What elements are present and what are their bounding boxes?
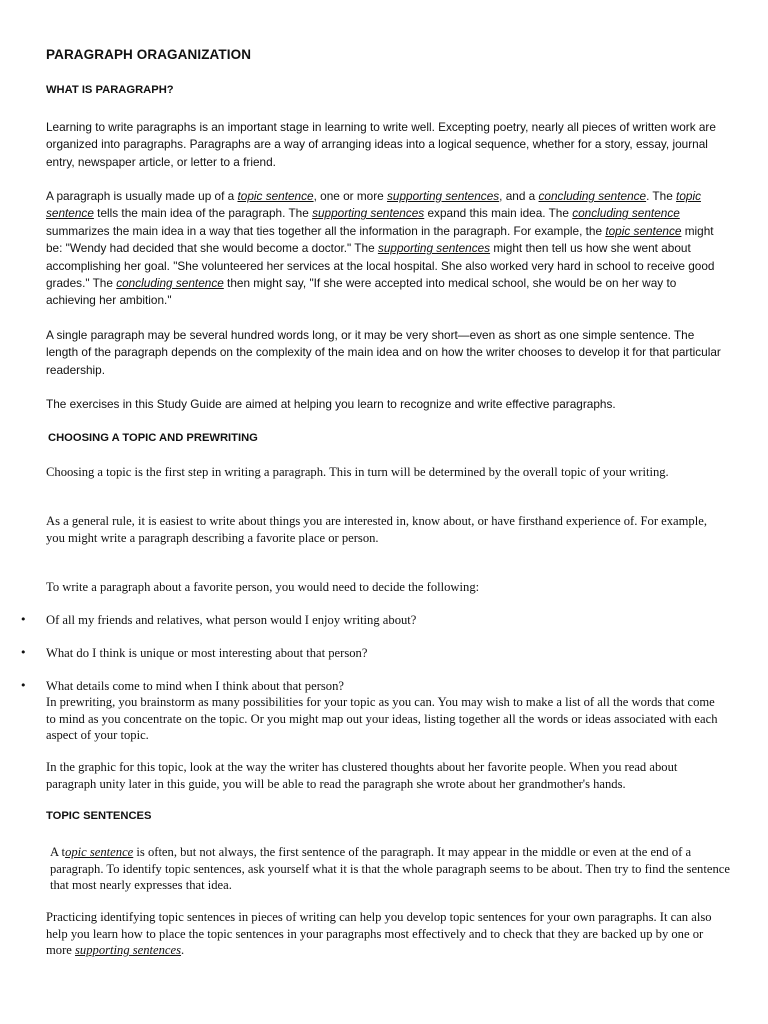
bullet-icon: • — [20, 679, 27, 692]
bullet-icon: • — [20, 646, 27, 659]
text-run: , and a — [499, 189, 539, 203]
link-supporting-sentences[interactable]: supporting sentences — [387, 189, 500, 203]
text-run: . — [181, 943, 185, 958]
text-run: summarizes the main idea in a way that ties together all the information in the paragraph. For example, the — [46, 223, 606, 238]
section-heading-what-is-paragraph: WHAT IS PARAGRAPH? — [46, 84, 174, 96]
link-topic-sentence[interactable]: topic sentence — [605, 223, 682, 238]
bullet-text: What do I think is unique or most interesting about that person? — [46, 646, 368, 660]
paragraph-definition — [46, 188, 726, 310]
paragraph-intro: Learning to write paragraphs is an important stage in learning to write well. Excepting poetry, nearly all pieces of written work are organized into paragraphs. Paragraphs are a way of arranging ideas into a logical sequence, whether for a story, essay, journal entry, newspaper article, or letter to a friend. — [46, 120, 716, 169]
link-concluding-sentence[interactable]: concluding sentence — [116, 276, 224, 291]
link-concluding-sentence[interactable]: concluding sentence — [538, 189, 647, 203]
text-run: . The — [646, 189, 677, 203]
link-supporting-sentences[interactable]: supporting sentences — [377, 241, 491, 256]
link-concluding-sentence[interactable]: concluding sentence — [572, 206, 680, 221]
paragraph-favorite-person: To write a paragraph about a favorite person, you would need to decide the following: — [46, 580, 480, 594]
text-run: A t — [50, 845, 66, 859]
text-run: expand this main idea. The — [424, 206, 573, 221]
paragraph-practicing — [46, 909, 726, 959]
link-supporting-sentences[interactable]: supporting sentences — [75, 943, 182, 958]
paragraph-graphic: In the graphic for this topic, look at the way the writer has clustered thoughts about her favorite people. When you read about paragraph unity later in this guide, you will be able to read the paragraph she wrote about her grandmother's hands. — [46, 760, 678, 791]
link-topic-sentence[interactable]: opic sentence — [65, 845, 134, 859]
text-run: Practicing identifying topic sentences in pieces of writing can help you develop topic sentences for your own paragraphs. It can also help you learn how to place the topic sentences in your paragraphs most effectively and to check that they are backed up by one or more — [46, 910, 712, 958]
text-run: then might say, "If she were accepted into medical school, she would be on her way to achieving her ambition." — [46, 276, 677, 308]
paragraph-topic-sentence-definition — [50, 844, 730, 894]
bullet-text: Of all my friends and relatives, what person would I enjoy writing about? — [46, 613, 417, 627]
bullet-icon: • — [20, 613, 27, 626]
bullet-text: What details come to mind when I think about that person? — [46, 679, 344, 693]
paragraph-exercises: The exercises in this Study Guide are aimed at helping you learn to recognize and write effective paragraphs. — [46, 397, 616, 411]
paragraph-length: A single paragraph may be several hundred words long, or it may be very short—even as short as one simple sentence. The length of the paragraph depends on the complexity of the main idea and on how the writer chooses to develop it for that particular readership. — [46, 328, 721, 377]
text-run: might be: "Wendy had decided that she would become a doctor." The — [46, 223, 714, 256]
text-run: might then tell us how she went about accomplishing her goal. "She volunteered her services at the local hospital. She also worked very hard in school to receive good grades." The — [46, 241, 715, 291]
paragraph-choosing-topic: Choosing a topic is the first step in writing a paragraph. This in turn will be determined by the overall topic of your writing. — [46, 465, 669, 479]
text-run: A paragraph is usually made up of a — [46, 189, 238, 203]
link-supporting-sentences[interactable]: supporting sentences — [312, 206, 425, 221]
section-heading-topic-sentences: TOPIC SENTENCES — [46, 810, 152, 822]
paragraph-general-rule: As a general rule, it is easiest to write about things you are interested in, know about, or have firsthand experience of. For example, you might write a paragraph describing a favorite place or person. — [46, 514, 707, 545]
text-run: tells the main idea of the paragraph. The — [93, 206, 313, 221]
link-topic-sentence[interactable]: topic sentence — [237, 189, 314, 203]
text-run: , one or more — [313, 189, 388, 203]
page-title: PARAGRAPH ORAGANIZATION — [46, 47, 252, 62]
section-heading-choosing-topic: CHOOSING A TOPIC AND PREWRITING — [48, 432, 258, 444]
paragraph-prewriting: In prewriting, you brainstorm as many possibilities for your topic as you can. You may wish to make a list of all the words that come to mind as you concentrate on the topic. Or you might map out your ideas, listing together all the words or ideas associated with each aspect of your topic. — [46, 695, 718, 743]
link-topic-sentence[interactable]: topic sentence — [46, 189, 701, 221]
text-run: is often, but not always, the first sentence of the paragraph. It may appear in the middle or even at the end of a paragraph. To identify topic sentences, ask yourself what it is that the whole paragraph seems to be about. Then try to find the sentence that most nearly expresses that idea. — [50, 845, 730, 893]
